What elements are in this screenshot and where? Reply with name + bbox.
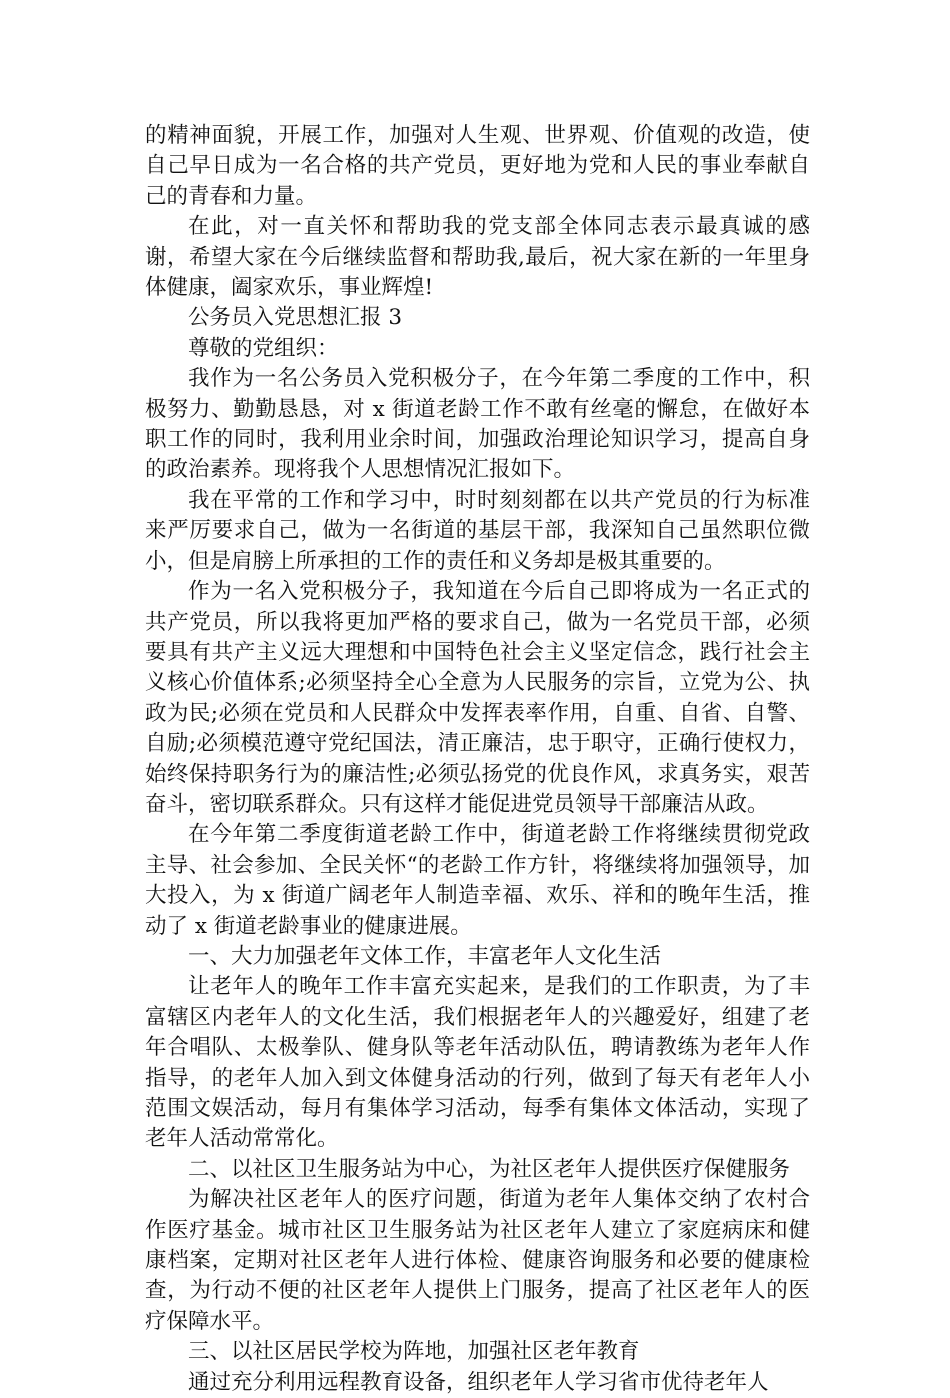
salutation: 尊敬的党组织：: [188, 335, 339, 361]
paragraph: 通过充分利用远程教育设备，组织老年人学习省市优待老年人: [188, 1369, 769, 1395]
paragraph: 我作为一名公务员入党积极分子，在今年第二季度的工作中，积极努力、勤勤恳恳，对 x 街道老龄工作不敢有丝毫的懈怠，在做好本职工作的同时，我利用业余时间，加强政治理论知识学习，提高自身的政治素养。现将我个人思想情况汇报如下。: [145, 366, 810, 483]
section-heading: 三、以社区居民学校为阵地，加强社区老年教育: [188, 1339, 640, 1365]
section-heading: 一、大力加强老年文体工作，丰富老年人文化生活: [188, 943, 662, 969]
document-page: [145, 121, 810, 1398]
section-heading: 二、以社区卫生服务站为中心，为社区老年人提供医疗保健服务: [188, 1156, 791, 1182]
paragraph: 在此，对一直关怀和帮助我的党支部全体同志表示最真诚的感谢，希望大家在今后继续监督和帮助我,最后，祝大家在新的一年里身体健康，阖家欢乐，事业辉煌!: [145, 214, 810, 301]
section-title: 公务员入党思想汇报 3: [188, 305, 403, 331]
paragraph: 的精神面貌，开展工作，加强对人生观、世界观、价值观的改造，使自己早日成为一名合格的共产党员，更好地为党和人民的事业奉献自己的青春和力量。: [145, 123, 810, 209]
paragraph: 我在平常的工作和学习中，时时刻刻都在以共产党员的行为标准来严厉要求自己，做为一名街道的基层干部，我深知自己虽然职位微小，但是肩膀上所承担的工作的责任和义务却是极其重要的。: [145, 487, 810, 574]
paragraph: 为解决社区老年人的医疗问题，街道为老年人集体交纳了农村合作医疗基金。城市社区卫生服务站为社区老年人建立了家庭病床和健康档案，定期对社区老年人进行体检、健康咨询服务和必要的健康检查，为行动不便的社区老年人提供上门服务，提高了社区老年人的医疗保障水平。: [145, 1187, 810, 1334]
paragraph: 让老年人的晚年工作丰富充实起来，是我们的工作职责，为了丰富辖区内老年人的文化生活，我们根据老年人的兴趣爱好，组建了老年合唱队、太极拳队、健身队等老年活动队伍，聘请教练为老年人作指导，的老年人加入到文体健身活动的行列，做到了每天有老年人小范围文娱活动，每月有集体学习活动，每季有集体文体活动，实现了老年人活动常常化。: [145, 974, 810, 1152]
paragraph: 作为一名入党积极分子，我知道在今后自己即将成为一名正式的共产党员，所以我将更加严格的要求自己，做为一名党员干部，必须要具有共产主义远大理想和中国特色社会主义坚定信念，践行社会主义核心价值体系;必须坚持全心全意为人民服务的宗旨，立党为公、执政为民;必须在党员和人民群众中发挥表率作用，自重、自省、自警、自励;必须模范遵守党纪国法，清正廉洁，忠于职守，正确行使权力，始终保持职务行为的廉洁性;必须弘扬党的优良作风，求真务实，艰苦奋斗，密切联系群众。只有这样才能促进党员领导干部廉洁从政。: [145, 579, 810, 817]
paragraph: 在今年第二季度街道老龄工作中，街道老龄工作将继续贯彻党政主导、社会参加、全民关怀“的老龄工作方针，将继续将加强领导，加大投入，为 x 街道广阔老年人制造幸福、欢乐、祥和的晚年生活，推动了 x 街道老龄事业的健康进展。: [145, 822, 810, 939]
